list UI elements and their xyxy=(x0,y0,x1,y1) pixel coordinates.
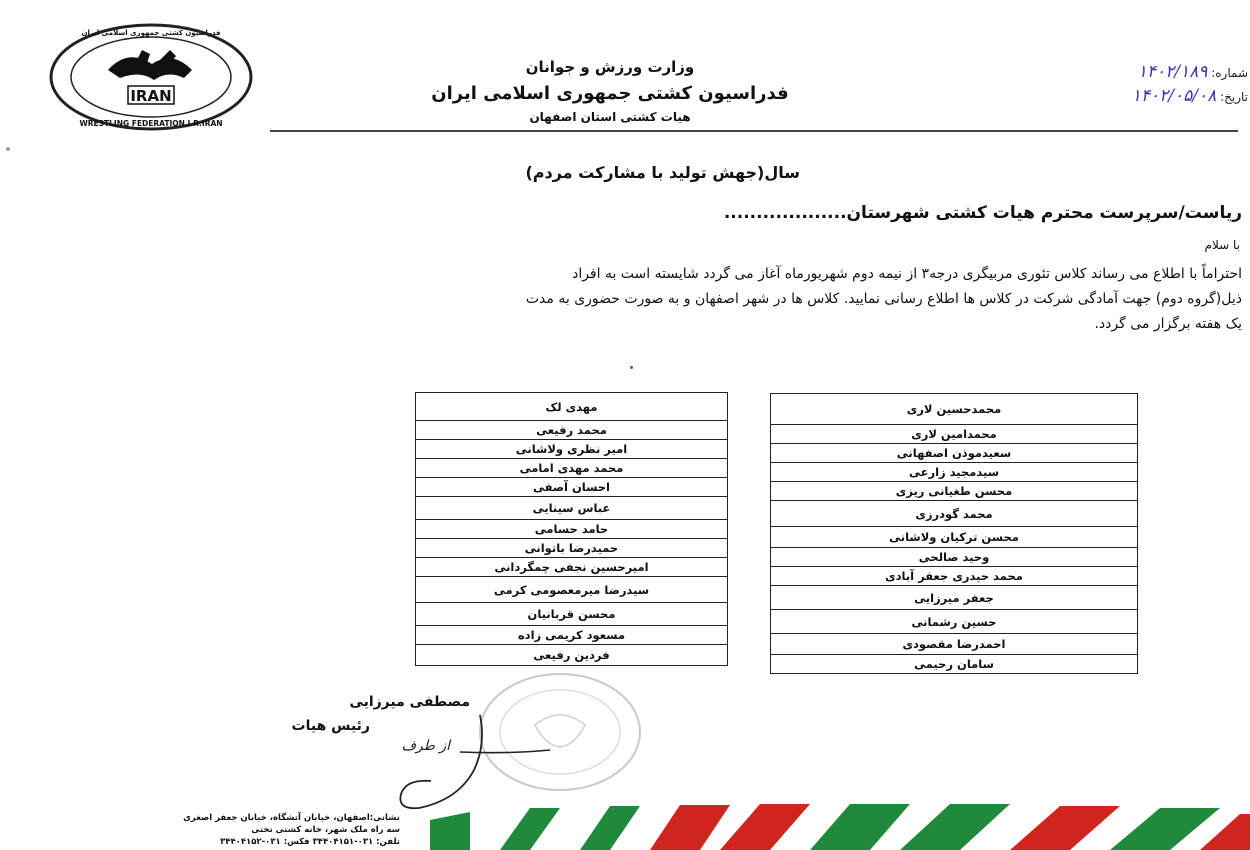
address-line: نشانی:اصفهان، خیابان آتشگاه، خیابان جعفر اصغری xyxy=(183,813,400,823)
name-cell: جعفر میرزایی xyxy=(771,586,1138,610)
table-row xyxy=(416,539,728,558)
date-value: ۱۴۰۲/۰۵/۰۸ xyxy=(1131,86,1217,106)
name-cell: محسن طغیانی ریزی xyxy=(771,482,1138,501)
name-cell: سیدمجید زارعی xyxy=(771,463,1138,482)
addressee: ریاست/سرپرست محترم هیات کشتی شهرستان................... xyxy=(723,203,1242,223)
names-table-left xyxy=(415,392,728,666)
signer-name: مصطفی میرزایی xyxy=(349,694,470,710)
name-cell: حمیدرضا باتوانی xyxy=(416,539,728,558)
name-cell: سیدرضا میرمعصومی کرمی xyxy=(416,577,728,603)
ministry-name: وزارت ورزش و جوانان xyxy=(525,58,695,76)
table-row xyxy=(416,497,728,520)
name-cell: محمد مهدی امامی xyxy=(416,459,728,478)
scan-speck xyxy=(630,366,633,369)
table-row xyxy=(771,586,1138,610)
federation-name: فدراسیون کشتی جمهوری اسلامی ایران xyxy=(431,83,789,104)
table-row xyxy=(416,626,728,645)
name-cell: عباس سینایی xyxy=(416,497,728,520)
footer-address xyxy=(60,812,400,848)
table-row xyxy=(771,610,1138,634)
header-divider xyxy=(270,130,1238,132)
table-row xyxy=(416,459,728,478)
name-cell: امیر نظری ولاشانی xyxy=(416,440,728,459)
name-cell: سامان رحیمی xyxy=(771,655,1138,674)
table-row xyxy=(771,501,1138,527)
name-cell: محمد حیدری جعفر آبادی xyxy=(771,567,1138,586)
date-label: تاریخ xyxy=(1224,90,1248,104)
name-cell: احسان آصفی xyxy=(416,478,728,497)
body-line: یک هفته برگزار می گردد. xyxy=(1094,316,1242,332)
table-row xyxy=(771,527,1138,548)
letter-body xyxy=(20,262,1242,337)
name-cell: احمدرضا مقصودی xyxy=(771,634,1138,655)
name-cell: مهدی لک xyxy=(416,393,728,421)
table-row xyxy=(771,634,1138,655)
table-row xyxy=(771,444,1138,463)
name-cell: محمدحسین لاری xyxy=(771,394,1138,425)
table-row xyxy=(771,463,1138,482)
handwritten-signature xyxy=(390,700,570,810)
body-line: احتراماً با اطلاع می رساند کلاس تئوری مربیگری درجه۳ از نیمه دوم شهریورماه آغاز می گردد شایسته است به افراد xyxy=(572,266,1242,282)
margin-mark xyxy=(6,147,10,151)
table-row xyxy=(771,655,1138,674)
greeting: با سلام xyxy=(1204,238,1240,252)
name-cell: محمدامین لاری xyxy=(771,425,1138,444)
phone-line: تلفن: ۰۳۱-۳۴۴۰۴۱۵۱ فکس: ۰۳۱-۳۴۴۰۴۱۵۲ xyxy=(220,837,400,847)
letter-date: تاریخ: ۱۴۰۲/۰۵/۰۸ xyxy=(1131,86,1248,106)
signer-role: رئیس هیات xyxy=(291,718,370,734)
table-row xyxy=(416,558,728,577)
svg-text:WRESTLING FEDERATION I.R.IRAN: WRESTLING FEDERATION I.R.IRAN xyxy=(79,119,223,128)
table-row xyxy=(771,548,1138,567)
letterhead xyxy=(330,58,890,133)
name-cell: سعیدموذن اصفهانی xyxy=(771,444,1138,463)
names-table-right xyxy=(770,393,1138,674)
table-row xyxy=(771,394,1138,425)
table-row xyxy=(416,645,728,666)
year-slogan: سال(جهش تولید با مشارکت مردم) xyxy=(525,163,800,182)
name-cell: محمد گودرزی xyxy=(771,501,1138,527)
table-row xyxy=(771,425,1138,444)
name-cell: حسین رشمانی xyxy=(771,610,1138,634)
name-cell: محسن قربانیان xyxy=(416,603,728,626)
table-row xyxy=(416,421,728,440)
letter-number: شماره: ۱۴۰۲/۱۸۹ xyxy=(1137,62,1248,82)
svg-text:IRAN: IRAN xyxy=(130,87,172,105)
table-row xyxy=(416,577,728,603)
reference-block xyxy=(1000,62,1248,112)
table-row xyxy=(416,603,728,626)
table-row xyxy=(416,520,728,539)
table-row xyxy=(416,478,728,497)
name-cell: مسعود کریمی زاده xyxy=(416,626,728,645)
svg-text:فدراسیون کشتی جمهوری اسلامی ای: فدراسیون کشتی جمهوری اسلامی ایران xyxy=(81,29,221,37)
address-line: سه راه ملک شهر، خانه کشتی تختی xyxy=(251,825,400,835)
table-row xyxy=(771,482,1138,501)
name-cell: فردین رفیعی xyxy=(416,645,728,666)
board-name: هیات کشتی استان اصفهان xyxy=(529,110,691,124)
table-row xyxy=(416,393,728,421)
wrestling-federation-logo xyxy=(48,22,254,132)
footer-stripes xyxy=(430,800,1250,850)
name-cell: امیرحسین نجفی چمگردانی xyxy=(416,558,728,577)
number-value: ۱۴۰۲/۱۸۹ xyxy=(1137,62,1208,82)
svg-text:از طرف: از طرف xyxy=(401,738,450,754)
name-cell: حامد حسامی xyxy=(416,520,728,539)
number-label: شماره xyxy=(1215,66,1248,80)
name-cell: محسن ترکیان ولاشانی xyxy=(771,527,1138,548)
name-cell: محمد رفیعی xyxy=(416,421,728,440)
table-row xyxy=(416,440,728,459)
table-row xyxy=(771,567,1138,586)
body-line: ذیل(گروه دوم) جهت آمادگی شرکت در کلاس ها اطلاع رسانی نمایید. کلاس ها در شهر اصفهان و به صورت حضوری به مدت xyxy=(525,291,1242,307)
name-cell: وحید صالحی xyxy=(771,548,1138,567)
